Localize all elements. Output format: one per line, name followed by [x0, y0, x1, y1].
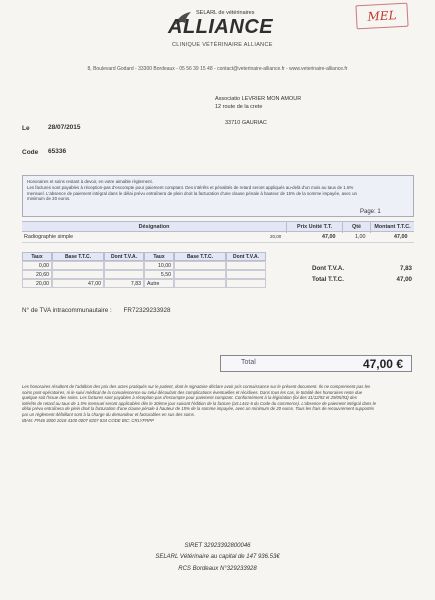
logo-main-text: ALLIANCE [168, 16, 274, 38]
items-table-header [22, 221, 414, 232]
col-designation: Désignation [138, 224, 170, 230]
invoice-code: 65336 [48, 148, 67, 155]
footer-capital: SELARL Vétérinaire au capital de 147 936.53€ [155, 554, 280, 560]
vat-cell [174, 261, 226, 270]
vat-cell: 7,83 [104, 279, 144, 288]
vat-cell [52, 270, 104, 279]
client-city: 33710 GAURIAC [225, 120, 267, 126]
vat-cell: 10,00 [144, 261, 174, 270]
contact-line: 8, Boulevard Godard - 33300 Bordeaux - 05 56 39 15 48 - contact@veterinaire-alliance.fr - www.veterinaire-alliance.fr [87, 66, 348, 72]
client-name: Associatio LEVRIER MON AMOUR [215, 96, 302, 102]
conditions-line: mensuel. L'absence de paiement intégral dans le délai prévu entraînera de plein droit la facturation d'une clause pénale à hauteur de 15% de la somme impayée, avec un [27, 190, 357, 196]
conditions-line: minimum de 20 euros. [27, 196, 71, 202]
page-number [360, 209, 381, 215]
total-value: 47,00 € [362, 357, 403, 371]
vat-cell [226, 279, 266, 288]
legal-line: IBAN: FR46 3000 2018 4100 0007 8207 834 CODE BIC: CRLYFRPP [22, 417, 154, 423]
conditions-line: Honoraires et soins restant à devoir, en votre aimable règlement. [27, 179, 153, 184]
legal-line: intérêts de retard au taux de 1.5% mensuel seront applicables dès le 30ème jour suivant l'édition de la facture (art.L441-6 du Code du commerce). L'absence de paiement intégral dans le [22, 400, 376, 406]
footer-siret: SIRET 32923392800046 [184, 543, 251, 549]
vat-cell: 5,50 [144, 270, 174, 279]
legal-line: Les honoraires résultent de l'addition des prix des actes pratiqués sur le patient, dont le signataire déclare avoir pris connaissance sur le présent document. Ils ne comprennent pas les [22, 384, 371, 389]
legal-line: soins post-opératoires, ni le suivi médical de la convalescence ou celui découlant des complications éventuelles et récidives. Dans tous les cas, le totalité des honoraires reste due [22, 389, 363, 395]
client-street: 12 route de la crete [215, 104, 263, 110]
table-row [22, 233, 414, 243]
vat-col-base: Base T.T.C. [52, 252, 104, 261]
vat-cell: 20,00 [22, 279, 52, 288]
vat-col-rate: Taux [22, 252, 52, 261]
vat-cell [226, 261, 266, 270]
legal-line: par un règlement défaillant sont à la charge du demandeur et facturables en sus des soins. [22, 411, 195, 417]
date-label: Le [22, 125, 30, 132]
row-qty: 1,00 [355, 234, 366, 240]
vat-col-vat-2: Dont T.V.A. [226, 252, 266, 261]
vat-col-rate-2: Taux [144, 252, 174, 261]
vat-cell: 0,00 [22, 261, 52, 270]
vat-col-vat: Dont T.V.A. [104, 252, 144, 261]
code-label: Code [22, 149, 39, 156]
logo-top-text: SELARL de vétérinaires [196, 10, 255, 16]
payment-conditions [22, 175, 414, 217]
vat-cell [104, 270, 144, 279]
total-ttc-value: 47,00 [396, 276, 412, 283]
vat-cell [52, 261, 104, 270]
vat-cell: 47,00 [52, 279, 104, 288]
total-label: Total [241, 359, 256, 366]
vat-cell [174, 279, 226, 288]
vat-cell [104, 261, 144, 270]
dont-tva-value: 7,83 [399, 265, 412, 272]
tva-intra-line [22, 307, 170, 314]
footer-rcs: RCS Bordeaux N°329233928 [178, 566, 257, 572]
invoice-date: 28/07/2015 [48, 124, 81, 131]
vat-col-base-2: Base T.T.C. [174, 252, 226, 261]
col-amount: Montant T.T.C. [370, 222, 414, 233]
row-unit-price: 47,00 [322, 234, 336, 240]
page-value: 1 [377, 209, 381, 215]
tva-intra-value: FR72329233928 [123, 307, 171, 314]
vat-cell: Autre [144, 279, 174, 288]
vat-cell [226, 270, 266, 279]
page-label: Page: [360, 209, 376, 215]
col-unit-price: Prix Unité T.T. [286, 222, 342, 233]
total-ttc-label: Total T.T.C. [312, 276, 344, 283]
row-extra: 20,00 [270, 234, 282, 239]
tva-intra-label: N° de TVA intracommunautaire : [22, 307, 112, 314]
legal-line: quelque soit l'issue des soins. Les factures sont payables à réception-pas d'escompte pour paiement comptant. Conformément à la législation (loi des 31/12/92 et 29/05/93) des [22, 395, 357, 401]
handwritten-stamp: MEL [355, 3, 408, 30]
row-amount: 47,00 [394, 234, 408, 240]
vat-cell [174, 270, 226, 279]
dont-tva-label: Dont T.V.A. [312, 265, 345, 272]
clinic-logo [150, 6, 290, 52]
total-box [220, 355, 412, 372]
legal-line: délai prévu entraînera de plein droit la facturation d'une clause pénale à hauteur de 15% de la somme impayée, avec un minimum de 20 euros. Tous les frais de recouvrement supportés [22, 406, 375, 412]
col-qty: Qté [342, 222, 370, 233]
conditions-line: Les factures sont payables à réception-pas d'escompte pour paiement comptant. Des intérêts et pénalités de retard seront appliqués au-delà d'un mois au taux de 1.5% [27, 184, 354, 190]
row-designation: Radiographie simple [24, 234, 74, 240]
logo-sub-text: CLINIQUE VÉTÉRINAIRE ALLIANCE [172, 42, 273, 48]
legal-notice [22, 384, 414, 423]
vat-cell: 20,60 [22, 270, 52, 279]
